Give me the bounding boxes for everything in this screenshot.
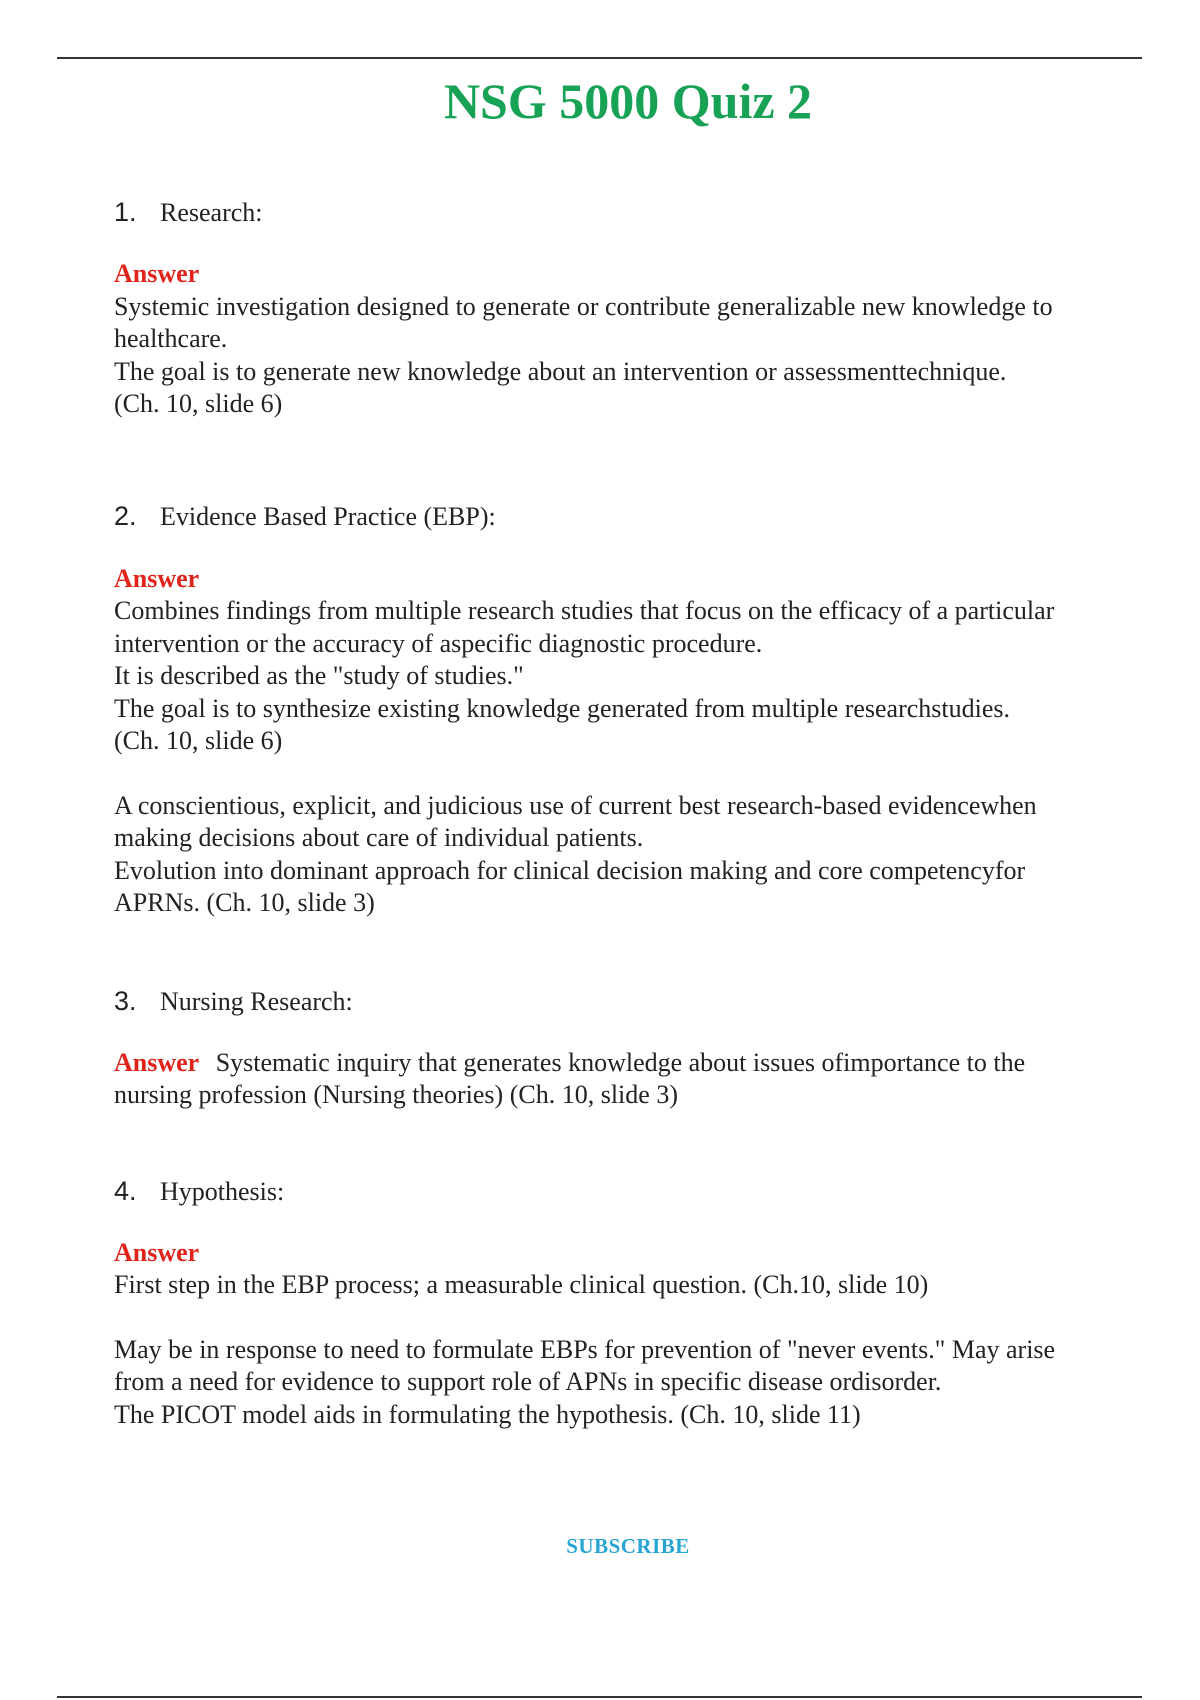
answer-block [114,258,1144,421]
answer-line: The PICOT model aids in formulating the hypothesis. (Ch. 10, slide 11) [114,1399,861,1429]
answer-extra-block [114,790,1144,920]
answer-line: (Ch. 10, slide 6) [114,726,283,755]
answer-extra-block [114,1334,1144,1432]
question-number: 1. [114,197,137,227]
question-number: 4. [114,1175,137,1206]
answer-line: healthcare. [114,324,228,353]
answer-line: from a need for evidence to support role of APNs in specific disease ordisorder. [114,1367,942,1396]
question-2 [114,500,1144,920]
answer-line: Evolution into dominant approach for clinical decision making and core competencyfor [114,855,1026,885]
quiz-content [114,196,1144,1431]
answer-label: Answer [114,259,200,288]
question-number: 3. [114,985,137,1016]
top-rule [57,57,1142,59]
answer-line: APRNs. (Ch. 10, slide 3) [114,888,375,917]
answer-line: It is described as the "study of studies." [114,661,524,690]
answer-line: nursing profession (Nursing theories) (Ch. 10, slide 3) [114,1080,678,1109]
answer-line: Combines findings from multiple research studies that focus on the efficacy of a particular [114,596,1055,625]
subscribe-link[interactable]: SUBSCRIBE [566,1534,690,1558]
question-4 [114,1175,1144,1432]
answer-block [114,1237,1144,1302]
question-1 [114,196,1144,421]
answer-line: The goal is to synthesize existing knowledge generated from multiple researchstudies. [114,693,1011,723]
question-prompt: Hypothesis: [160,1176,285,1206]
answer-label: Answer [114,1237,200,1267]
answer-line: Systematic inquiry that generates knowledge about issues ofimportance to the [215,1047,1026,1077]
answer-block [114,563,1144,758]
answer-line: The goal is to generate new knowledge about an intervention or assessmenttechnique. [114,356,1007,386]
question-prompt: Nursing Research: [160,986,353,1016]
question-number: 2. [114,500,137,531]
answer-line: intervention or the accuracy of aspecific diagnostic procedure. [114,628,763,658]
question-3 [114,985,1144,1112]
answer-block [114,1047,1144,1112]
question-prompt: Evidence Based Practice (EBP): [160,501,496,531]
answer-line: May be in response to need to formulate EBPs for prevention of "never events." May arise [114,1334,1056,1364]
answer-line: Systemic investigation designed to generate or contribute generalizable new knowledge to [114,291,1053,321]
bottom-rule [57,1696,1142,1698]
page-title: NSG 5000 Quiz 2 [443,73,813,129]
answer-label: Answer [114,1047,200,1077]
answer-line: First step in the EBP process; a measurable clinical question. (Ch.10, slide 10) [114,1270,929,1299]
answer-label: Answer [114,563,200,593]
answer-line: making decisions about care of individual patients. [114,823,644,852]
question-prompt: Research: [160,198,263,227]
answer-line: (Ch. 10, slide 6) [114,389,283,418]
answer-line: A conscientious, explicit, and judicious use of current best research-based evidencewhen [114,790,1037,820]
